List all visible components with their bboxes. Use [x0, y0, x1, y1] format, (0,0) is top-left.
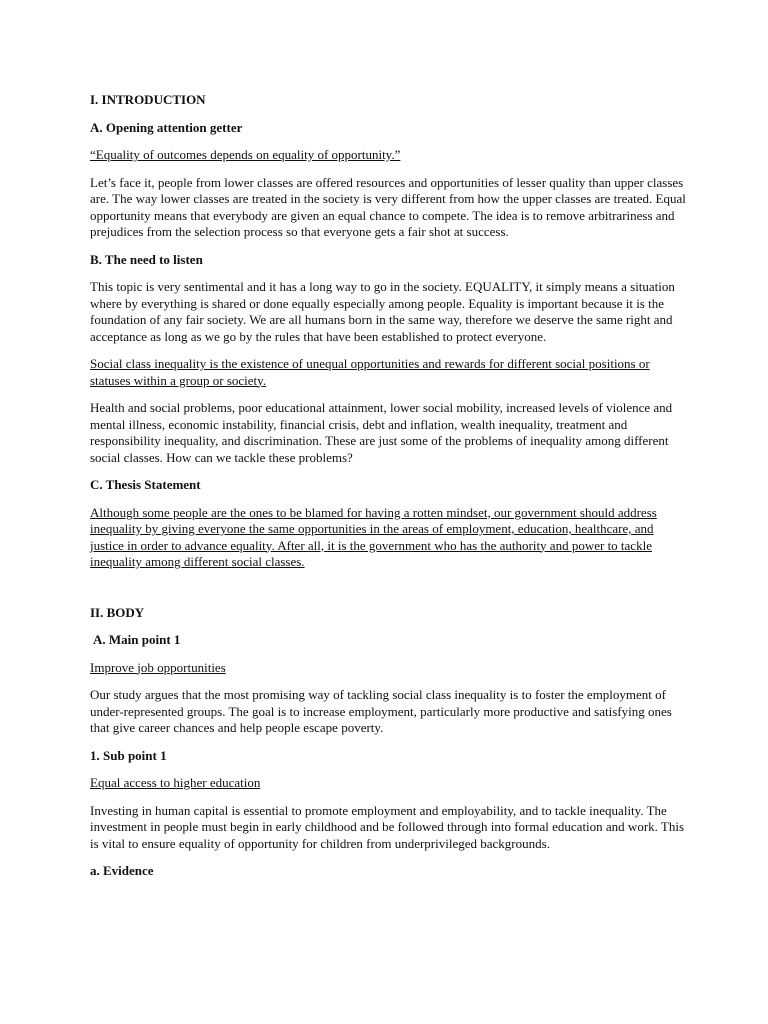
sub-point-subtitle: Equal access to higher education [90, 775, 261, 790]
subheading-opening-attention-getter: A. Opening attention getter [90, 119, 243, 135]
opening-quote: “Equality of outcomes depends on equality of opportunity.” [90, 147, 401, 162]
thesis-statement-paragraph: Although some people are the ones to be blamed for having a rotten mindset, our government should address inequality by giving everyone the same opportunities in the areas of employment, education, healthcare, and justice in order to advance equality. After all, it is the government who has the authority and power to tackle inequality among different social classes. [90, 504, 657, 569]
subheading-need-to-listen: B. The need to listen [90, 251, 203, 267]
opening-paragraph: Let’s face it, people from lower classes are offered resources and opportunities of lesser quality than upper classes are. The way lower classes are treated in the society is very different from how the upper classes are treated. Equal opportunity means that everybody are given an equal chance to compete. The idea is to remove arbitrariness and prejudices from the selection process so that everyone gets a fair shot at success. [90, 174, 686, 239]
problems-paragraph: Health and social problems, poor educational attainment, lower social mobility, increased levels of violence and mental illness, economic instability, financial crisis, debt and inflation, wealth inequality, treatment and responsibility inequality, and discrimination. These are just some of the problems of inequality among different social classes. How can we tackle these problems? [90, 400, 673, 465]
main-point-subtitle: Improve job opportunities [90, 659, 226, 675]
document-page [90, 92, 690, 891]
social-class-inequality-definition: Social class inequality is the existence of unequal opportunities and rewards for different social positions or statuses within a group or society. [90, 356, 650, 388]
section-heading-body: II. BODY [90, 604, 145, 620]
subheading-thesis-statement: C. Thesis Statement [90, 477, 201, 492]
need-to-listen-paragraph: This topic is very sentimental and it has a long way to go in the society. EQUALITY, it simply means a situation where by everything is shared or done equally especially among people. Equality is important because it is the foundation of any fair society. We are all humans born in the same way, therefore we deserve the same right and acceptance as long as we go by the rules that have been established to protect everyone. [90, 279, 675, 344]
main-point-paragraph: Our study argues that the most promising way of tackling social class inequality is to foster the employment of under-represented groups. The goal is to increase employment, particularly more productive and satisfying ones that give career chances and help people escape poverty. [90, 687, 672, 735]
subheading-main-point-1: A. Main point 1 [93, 632, 181, 647]
sub-point-paragraph: Investing in human capital is essential to promote employment and employability, and to tackle inequality. The investment in people must begin in early childhood and be followed through into formal education and work. This is vital to ensure equality of opportunity for children from underprivileged backgrounds. [90, 802, 685, 851]
subheading-evidence: a. Evidence [90, 863, 154, 878]
subheading-sub-point-1: 1. Sub point 1 [90, 747, 167, 763]
section-heading-introduction: I. INTRODUCTION [90, 92, 206, 107]
